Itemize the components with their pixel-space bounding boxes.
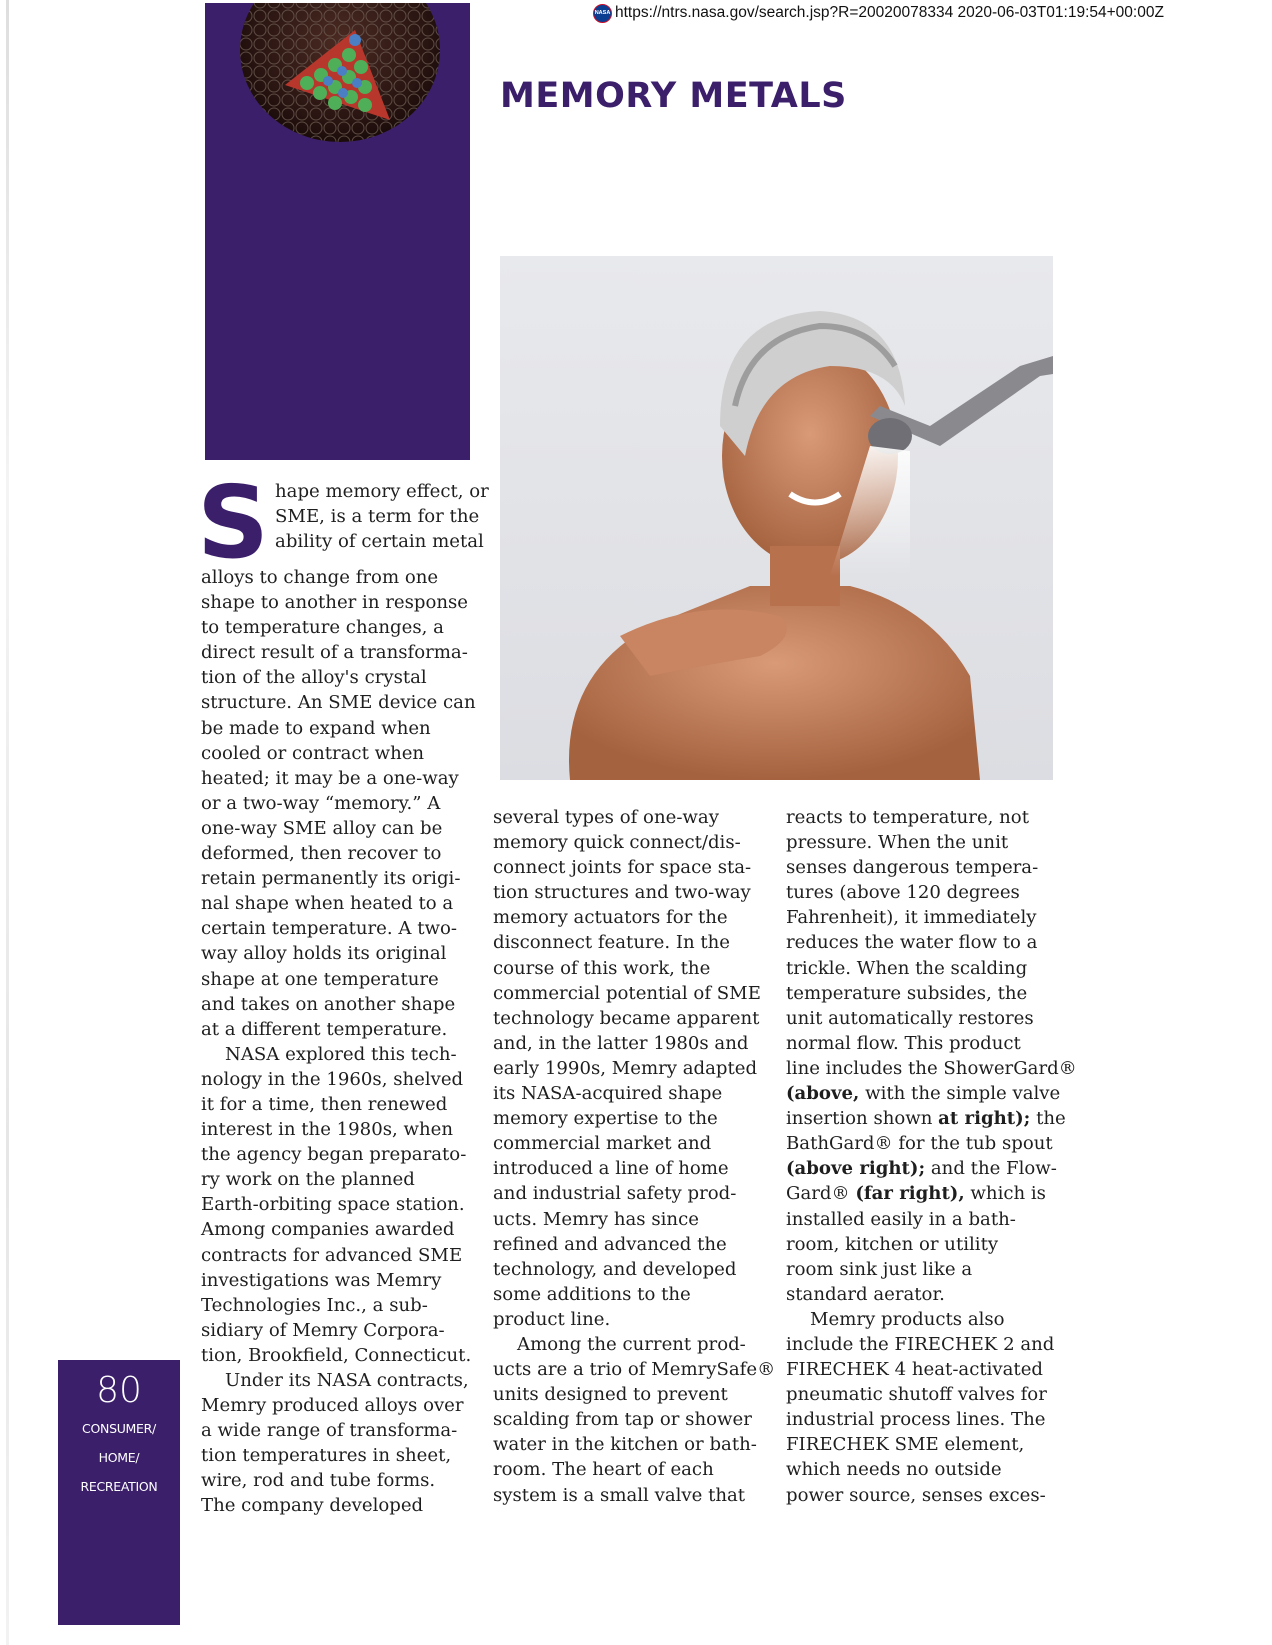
text-line: system is a small valve that — [493, 1484, 746, 1506]
text-line: FIRECHEK 4 heat-activated — [786, 1359, 1043, 1381]
text-line: certain temperature. A two- — [201, 918, 457, 940]
text-line: or a two-way “memory.” A — [201, 792, 441, 814]
text-line: product line. — [493, 1308, 611, 1330]
text-line: installed easily in a bath- — [786, 1208, 1016, 1230]
text-line: temperature subsides, the — [786, 982, 1028, 1004]
text-line: shape to another in response — [201, 592, 469, 614]
text-span: insertion shown — [786, 1108, 939, 1130]
text-span: which is — [964, 1183, 1046, 1205]
text-line: pressure. When the unit — [786, 832, 1009, 854]
page-section-tab — [58, 1360, 180, 1625]
text-line: which needs no outside — [786, 1459, 1002, 1481]
text-line: at a different temperature. — [201, 1018, 448, 1040]
text-line: investigations was Memry — [201, 1269, 442, 1291]
text-line: Technologies Inc., a sub- — [201, 1294, 428, 1316]
text-line: room. The heart of each — [493, 1459, 714, 1481]
section-label: CONSUMER/ — [82, 1421, 156, 1436]
text-line: refined and advanced the — [493, 1233, 727, 1255]
text-line: to temperature changes, a — [201, 617, 444, 639]
header-url-text: https://ntrs.nasa.gov/search.jsp?R=20020078334 2020-06-03T01:19:54+00:00Z — [615, 4, 1164, 21]
text-line: reduces the water flow to a — [786, 932, 1038, 954]
text-line-mixed — [786, 1156, 1058, 1181]
text-line: line includes the ShowerGard® — [786, 1057, 1077, 1079]
text-span: the — [1030, 1108, 1066, 1130]
text-line: one-way SME alloy can be — [201, 817, 443, 839]
text-line: Memry produced alloys over — [201, 1395, 464, 1417]
text-line: NASA explored this tech- — [225, 1043, 457, 1065]
text-line: commercial market and — [493, 1133, 712, 1155]
text-line: several types of one-way — [493, 807, 719, 828]
text-line: alloys to change from one — [201, 567, 439, 588]
crystal-sphere-icon — [225, 3, 455, 145]
text-line: pneumatic shutoff valves for — [786, 1384, 1047, 1406]
text-line: ucts. Memry has since — [493, 1208, 699, 1230]
article-column-2 — [493, 805, 776, 1508]
text-line: deformed, then recover to — [201, 843, 442, 865]
text-line: Among the current prod- — [517, 1333, 746, 1355]
text-span: with the simple valve — [859, 1083, 1061, 1105]
text-line: room sink just like a — [786, 1258, 973, 1280]
text-line: SME, is a term for the — [275, 506, 480, 528]
text-line: tion structures and two-way — [493, 882, 751, 904]
nasa-logo-icon: NASA — [593, 4, 612, 23]
page-number: 80 — [96, 1370, 142, 1411]
text-line: tion of the alloy's crystal — [201, 667, 427, 689]
text-line: early 1990s, Memry adapted — [493, 1057, 758, 1079]
text-line-mixed — [786, 1081, 1061, 1106]
text-line: connect joints for space sta- — [493, 857, 752, 879]
text-span: Gard® — [786, 1183, 856, 1205]
scan-edge — [6, 0, 9, 1645]
text-line: unit automatically restores — [786, 1007, 1034, 1029]
text-line: ry work on the planned — [201, 1169, 415, 1191]
text-line: contracts for advanced SME — [201, 1244, 463, 1266]
text-span: and the Flow- — [925, 1158, 1057, 1180]
text-line: memory quick connect/dis- — [493, 832, 741, 854]
text-line: heated; it may be a one-way — [201, 767, 459, 789]
text-line: direct result of a transforma- — [201, 642, 468, 664]
text-line: wire, rod and tube forms. — [201, 1470, 436, 1492]
article-title: MEMORY METALS — [500, 76, 847, 116]
text-line: memory actuators for the — [493, 907, 728, 929]
article-column-1 — [197, 464, 489, 1519]
text-line: trickle. When the scalding — [786, 957, 1028, 979]
article-column-3 — [786, 805, 1077, 1508]
text-line: hape memory effect, or — [275, 481, 489, 502]
text-line: Under its NASA contracts, — [225, 1370, 469, 1391]
drop-cap: S — [197, 464, 270, 581]
text-line: be made to expand when — [201, 717, 431, 739]
shower-photo — [500, 256, 1053, 780]
decorative-panel — [205, 3, 470, 460]
text-line: course of this work, the — [493, 957, 711, 979]
text-line-mixed — [786, 1106, 1066, 1131]
text-line: memory expertise to the — [493, 1108, 718, 1130]
text-line: some additions to the — [493, 1283, 691, 1305]
text-line: ability of certain metal — [275, 531, 484, 553]
text-line-mixed — [786, 1181, 1058, 1206]
section-label: HOME/ — [98, 1450, 140, 1465]
section-label: RECREATION — [80, 1479, 158, 1494]
text-line: scalding from tap or shower — [493, 1409, 752, 1431]
text-line: senses dangerous tempera- — [786, 857, 1039, 879]
text-line: FIRECHEK SME element, — [786, 1434, 1025, 1456]
text-line: its NASA-acquired shape — [493, 1083, 723, 1105]
text-line: technology became apparent — [493, 1007, 760, 1029]
text-line: sidiary of Memry Corpora- — [201, 1319, 445, 1341]
text-line: Fahrenheit), it immediately — [786, 907, 1037, 929]
text-line: normal flow. This product — [786, 1032, 1021, 1054]
text-line: introduced a line of home — [493, 1158, 729, 1180]
text-line: and, in the latter 1980s and — [493, 1032, 749, 1054]
bold-span: (above, — [786, 1083, 860, 1105]
text-line: include the FIRECHEK 2 and — [786, 1333, 1055, 1355]
text-line: reacts to temperature, not — [786, 807, 1029, 828]
bold-span: (far right), — [855, 1183, 965, 1205]
text-line: industrial process lines. The — [786, 1409, 1046, 1431]
text-line: nal shape when heated to a — [201, 893, 454, 915]
ntrs-header — [593, 2, 1272, 24]
text-line: tion temperatures in sheet, — [201, 1445, 452, 1467]
text-line: ucts are a trio of MemrySafe® — [493, 1359, 776, 1381]
text-line: nology in the 1960s, shelved — [201, 1068, 464, 1090]
text-line: Memry products also — [810, 1308, 1005, 1330]
woman-shower-image — [500, 256, 1053, 780]
text-line: Among companies awarded — [201, 1219, 455, 1241]
text-line: units designed to prevent — [493, 1384, 728, 1406]
bold-span: (above right); — [786, 1158, 926, 1180]
text-line: Earth-orbiting space station. — [201, 1194, 465, 1216]
text-line: disconnect feature. In the — [493, 932, 731, 954]
text-line: water in the kitchen or bath- — [493, 1434, 757, 1456]
text-line: way alloy holds its original — [201, 943, 447, 965]
text-line: power source, senses exces- — [786, 1484, 1046, 1506]
text-line: shape at one temperature — [201, 968, 439, 990]
text-line: standard aerator. — [786, 1283, 945, 1305]
text-line: retain permanently its origi- — [201, 868, 461, 890]
text-line: room, kitchen or utility — [786, 1233, 999, 1255]
text-line: commercial potential of SME — [493, 982, 761, 1004]
text-line: and industrial safety prod- — [493, 1183, 737, 1205]
text-line: BathGard® for the tub spout — [786, 1133, 1053, 1155]
text-line: and takes on another shape — [201, 993, 456, 1015]
text-line: structure. An SME device can — [201, 692, 476, 714]
text-line: tion, Brookfield, Connecticut. — [201, 1344, 472, 1366]
text-line: a wide range of transforma- — [201, 1420, 458, 1442]
text-line: it for a time, then renewed — [201, 1093, 448, 1115]
bold-span: at right); — [938, 1108, 1031, 1130]
text-line: cooled or contract when — [201, 742, 425, 764]
text-line: the agency began preparato- — [201, 1144, 467, 1166]
text-line: The company developed — [201, 1495, 424, 1517]
text-line: technology, and developed — [493, 1258, 737, 1280]
text-line: interest in the 1980s, when — [201, 1119, 453, 1141]
text-line: tures (above 120 degrees — [786, 882, 1020, 904]
